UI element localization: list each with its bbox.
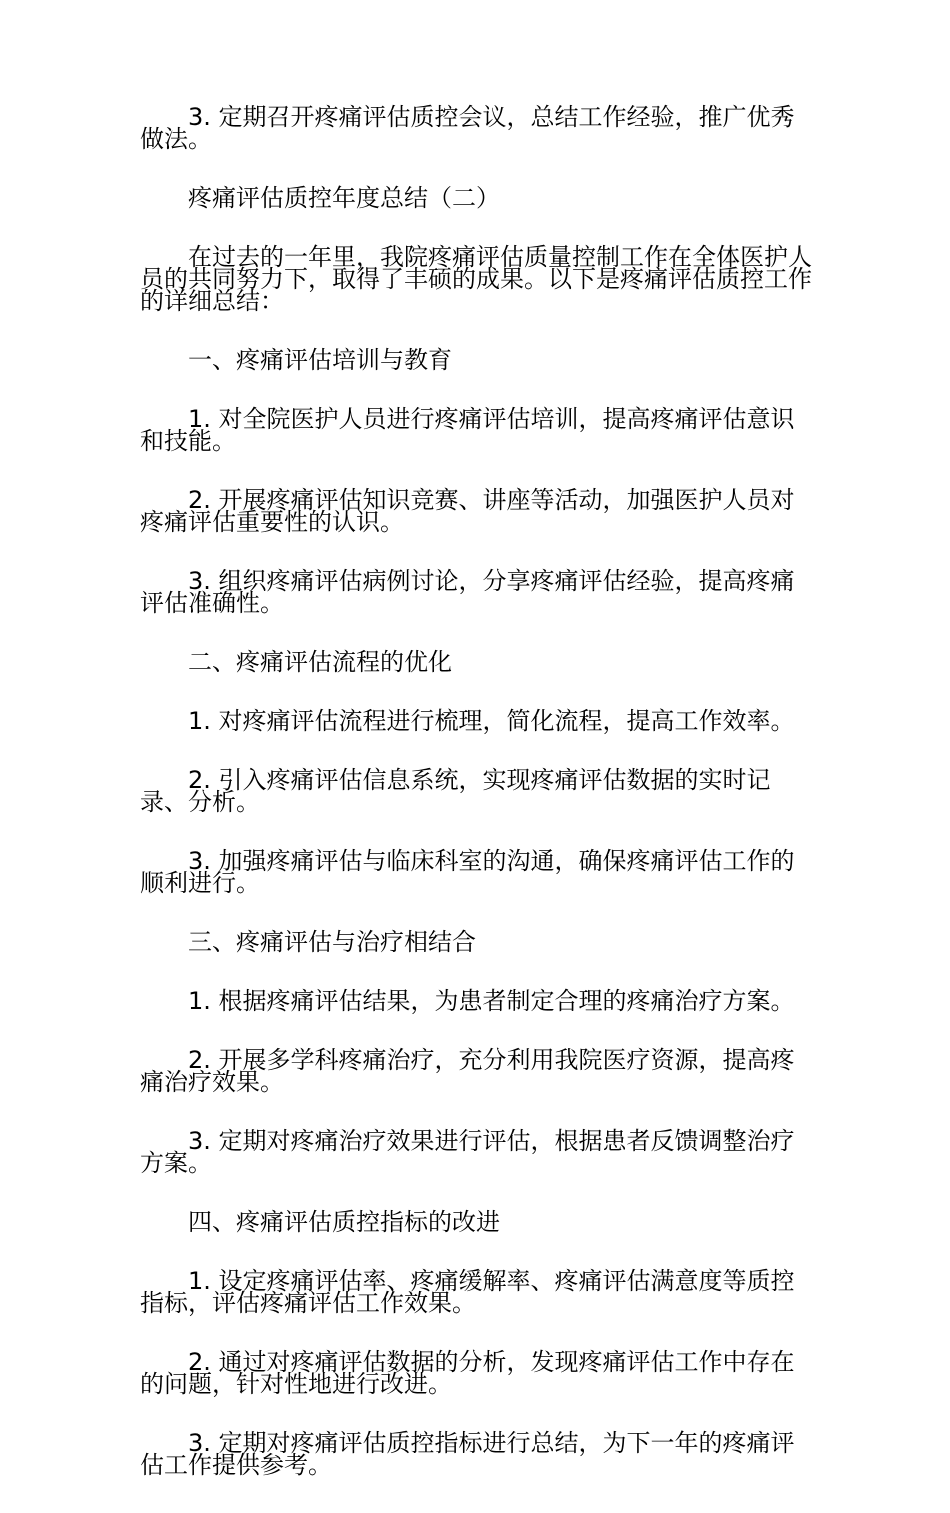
section-heading: 一、疼痛评估培训与教育: [188, 346, 452, 374]
list-item: 1. 对疼痛评估流程进行梳理，简化流程，提高工作效率。: [188, 707, 795, 735]
paragraph: 3. 定期召开疼痛评估质控会议，总结工作经验，推广优秀做法。: [140, 103, 795, 153]
list-item: 1. 对全院医护人员进行疼痛评估培训，提高疼痛评估意识和技能。: [140, 405, 795, 455]
section-heading: 二、疼痛评估流程的优化: [188, 648, 452, 676]
list-item: 3. 定期对疼痛评估质控指标进行总结，为下一年的疼痛评估工作提供参考。: [140, 1429, 795, 1479]
list-item: 2. 引入疼痛评估信息系统，实现疼痛评估数据的实时记录、分析。: [140, 766, 771, 816]
document-page: [140, 103, 812, 1513]
intro-paragraph: 在过去的一年里，我院疼痛评估质量控制工作在全体医护人员的共同努力下，取得了丰硕的成果。以下是疼痛评估质控工作的详细总结：: [140, 243, 812, 315]
section-title: 疼痛评估质控年度总结（二）: [188, 184, 500, 212]
list-item: 3. 组织疼痛评估病例讨论，分享疼痛评估经验，提高疼痛评估准确性。: [140, 567, 795, 617]
list-item: 1. 设定疼痛评估率、疼痛缓解率、疼痛评估满意度等质控指标，评估疼痛评估工作效果。: [140, 1267, 795, 1317]
list-item: 3. 定期对疼痛治疗效果进行评估，根据患者反馈调整治疗方案。: [140, 1127, 795, 1177]
list-item: 2. 通过对疼痛评估数据的分析，发现疼痛评估工作中存在的问题，针对性地进行改进。: [140, 1348, 795, 1398]
list-item: 2. 开展多学科疼痛治疗，充分利用我院医疗资源，提高疼痛治疗效果。: [140, 1046, 795, 1096]
section-heading: 三、疼痛评估与治疗相结合: [188, 928, 476, 956]
list-item: 3. 加强疼痛评估与临床科室的沟通，确保疼痛评估工作的顺利进行。: [140, 847, 795, 897]
section-heading: 四、疼痛评估质控指标的改进: [188, 1208, 500, 1236]
list-item: 2. 开展疼痛评估知识竞赛、讲座等活动，加强医护人员对疼痛评估重要性的认识。: [140, 486, 795, 536]
list-item: 1. 根据疼痛评估结果，为患者制定合理的疼痛治疗方案。: [188, 987, 795, 1015]
